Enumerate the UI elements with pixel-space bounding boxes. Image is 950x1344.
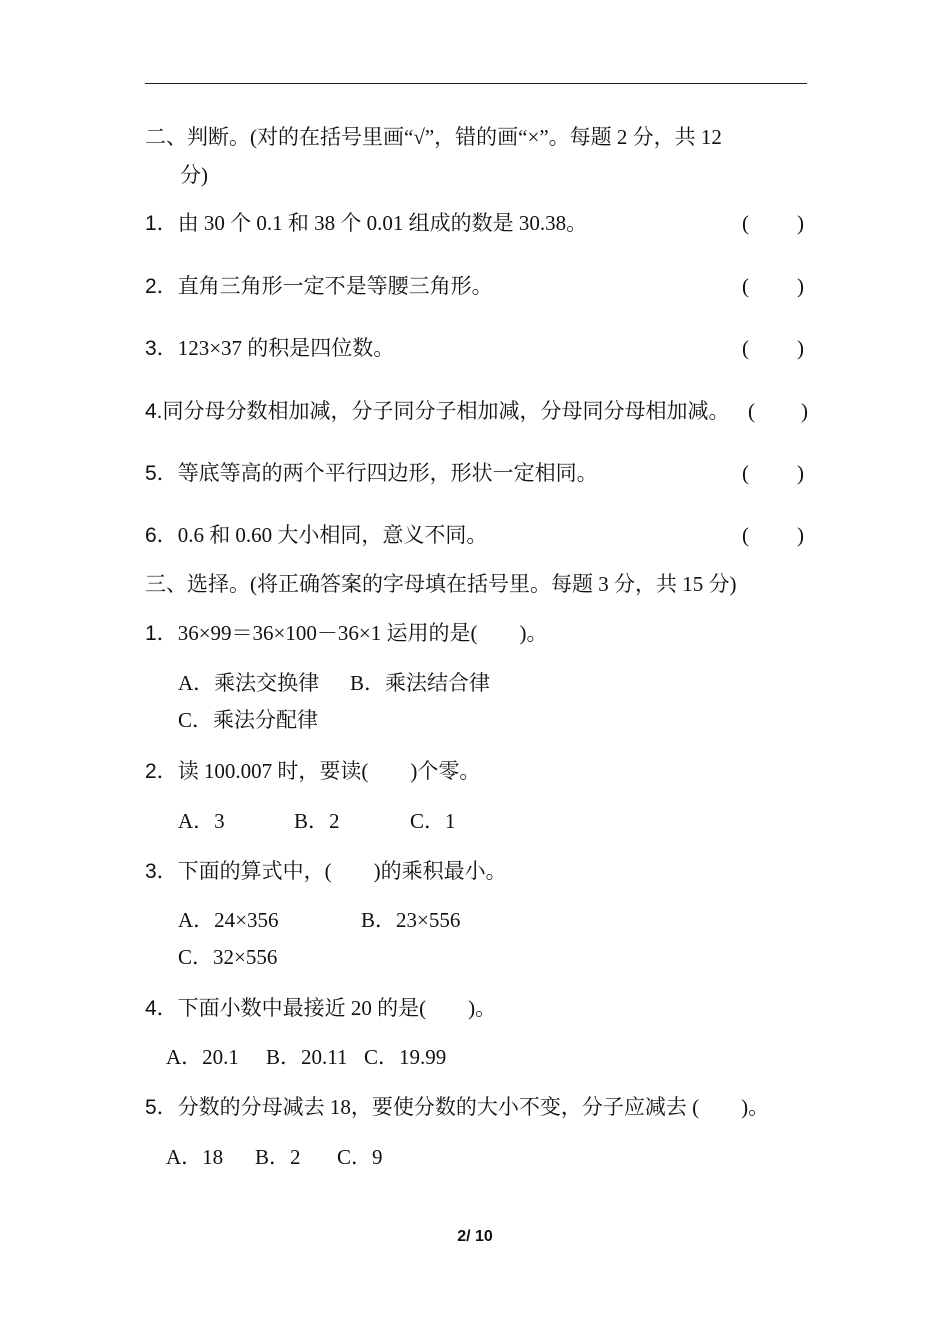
- paren-close: ): [797, 523, 804, 547]
- option-a[interactable]: A．18: [166, 1145, 224, 1169]
- paren-close: ): [797, 274, 804, 298]
- judge-item-3: [145, 333, 394, 364]
- option-b[interactable]: B．乘法结合律: [350, 671, 491, 695]
- item-number: 1．: [145, 212, 178, 235]
- question-text: 36×99＝36×100－36×1 运用的是( )。: [177, 621, 548, 645]
- paren-close: ): [797, 336, 804, 360]
- item-number: 3．: [145, 337, 178, 360]
- item-text: 同分母分数相加减，分子同分子相加减，分母同分母相加减。: [162, 399, 730, 423]
- paren-close: ): [797, 211, 804, 235]
- judge-item-2: [145, 271, 493, 302]
- option-c[interactable]: C．32×556: [178, 945, 278, 969]
- page-number: 2/ 10: [457, 1228, 493, 1245]
- question-number: 5．: [145, 1096, 178, 1119]
- option-c[interactable]: C．19.99: [364, 1045, 447, 1069]
- item-number: 5．: [145, 462, 178, 485]
- question-number: 4．: [145, 997, 178, 1020]
- question-text: 读 100.007 时，要读( )个零。: [177, 759, 481, 783]
- item-text: 等底等高的两个平行四边形，形状一定相同。: [177, 461, 598, 485]
- paren-open: (: [742, 461, 749, 485]
- paren-open: (: [742, 336, 749, 360]
- item-text: 直角三角形一定不是等腰三角形。: [177, 274, 493, 298]
- item-text: 0.6 和 0.60 大小相同，意义不同。: [177, 523, 488, 547]
- question-number: 1．: [145, 622, 178, 645]
- option-b[interactable]: B．20.11: [266, 1045, 348, 1069]
- question-text: 分数的分母减去 18，要使分数的大小不变，分子应减去 ( )。: [177, 1095, 770, 1119]
- item-number: 6．: [145, 524, 178, 547]
- choice-question-1: [145, 618, 547, 649]
- section2-title-cont: 分): [180, 163, 208, 187]
- item-number: 2．: [145, 275, 178, 298]
- option-a[interactable]: A．24×356: [178, 908, 279, 932]
- judge-item-6: [145, 520, 487, 551]
- option-c[interactable]: C．1: [410, 809, 456, 833]
- question-text: 下面的算式中，( )的乘积最小。: [177, 859, 507, 883]
- option-a[interactable]: A．乘法交换律: [178, 671, 320, 695]
- choice-question-5: [145, 1092, 769, 1123]
- option-c[interactable]: C．乘法分配律: [178, 708, 319, 732]
- judge-item-4: [145, 396, 730, 427]
- item-text: 由 30 个 0.1 和 38 个 0.01 组成的数是 30.38。: [177, 211, 588, 235]
- question-number: 2．: [145, 760, 178, 783]
- item-text: 123×37 的积是四位数。: [177, 336, 395, 360]
- paren-close: ): [797, 461, 804, 485]
- paren-open: (: [742, 211, 749, 235]
- choice-question-3: [145, 856, 507, 887]
- option-b[interactable]: B．2: [255, 1145, 301, 1169]
- choice-question-4: [145, 993, 496, 1024]
- paren-open: (: [748, 399, 755, 423]
- option-a[interactable]: A．20.1: [166, 1045, 239, 1069]
- question-text: 下面小数中最接近 20 的是( )。: [177, 996, 497, 1020]
- option-b[interactable]: B．23×556: [361, 908, 461, 932]
- paren-open: (: [742, 274, 749, 298]
- section2-title: 二、判断。(对的在括号里画“√”，错的画“×”。每题 2 分，共 12: [145, 125, 722, 149]
- judge-item-1: [145, 208, 587, 239]
- item-number: 4.: [145, 400, 163, 423]
- question-number: 3．: [145, 860, 178, 883]
- header-rule: [145, 83, 807, 84]
- paren-close: ): [801, 399, 808, 423]
- choice-question-2: [145, 756, 480, 787]
- option-c[interactable]: C．9: [337, 1145, 383, 1169]
- option-b[interactable]: B．2: [294, 809, 340, 833]
- option-a[interactable]: A．3: [178, 809, 225, 833]
- section3-title: 三、选择。(将正确答案的字母填在括号里。每题 3 分，共 15 分): [145, 572, 737, 596]
- paren-open: (: [742, 523, 749, 547]
- judge-item-5: [145, 458, 598, 489]
